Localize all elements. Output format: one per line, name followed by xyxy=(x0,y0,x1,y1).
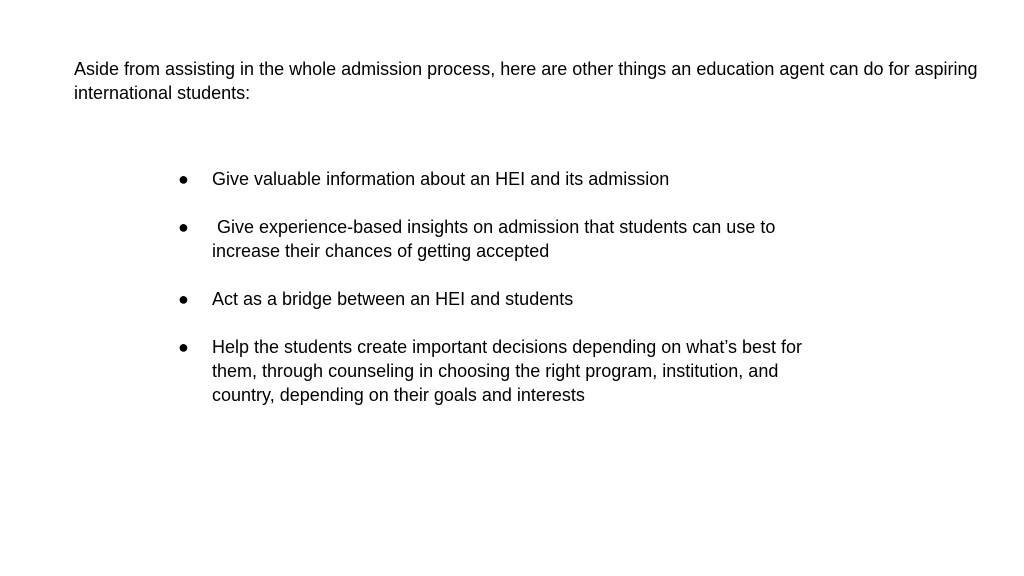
list-item xyxy=(178,335,842,407)
intro-paragraph: Aside from assisting in the whole admission process, here are other things an education agent can do for aspiring international students: xyxy=(74,59,978,103)
bullet-text: Give experience-based insights on admission that students can use to increase their chances of getting accepted xyxy=(212,217,781,261)
bullet-list xyxy=(178,167,858,431)
list-item xyxy=(178,215,838,263)
list-item xyxy=(178,287,858,311)
bullet-text: Act as a bridge between an HEI and students xyxy=(212,289,574,309)
bullet-icon: ● xyxy=(178,337,189,357)
bullet-text: Help the students create important decisions depending on what’s best for them, through counseling in choosing the right program, institution, and country, depending on their goals and interests xyxy=(212,337,808,405)
bullet-text: Give valuable information about an HEI and its admission xyxy=(212,169,670,189)
bullet-icon: ● xyxy=(178,289,189,309)
bullet-icon: ● xyxy=(178,217,189,237)
list-item xyxy=(178,167,858,191)
bullet-icon: ● xyxy=(178,169,189,189)
